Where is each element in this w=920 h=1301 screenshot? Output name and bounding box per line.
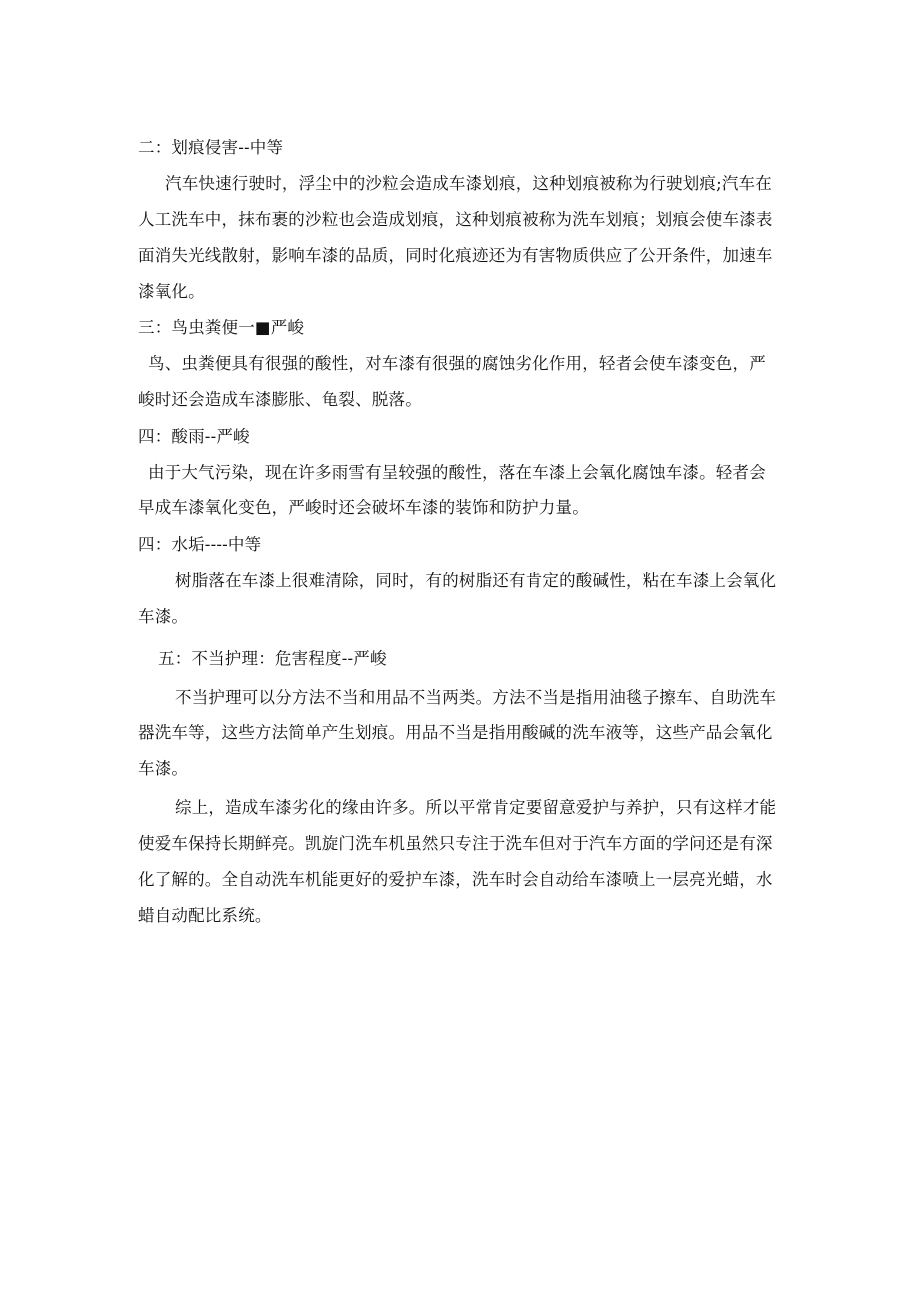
paragraph-line: 蜡自动配比系统。 — [138, 906, 272, 925]
paragraph-line: 峻时还会造成车漆膨胀、龟裂、脱落。 — [138, 390, 422, 409]
section-heading-bird-droppings: 三：鸟虫粪便一■严峻 — [138, 318, 305, 337]
paragraph-line: 早成车漆氧化变色，严峻时还会破坏车漆的装饰和防护力量。 — [138, 498, 589, 517]
section-heading-scratch: 二：划痕侵害--中等 — [138, 138, 284, 157]
paragraph-line: 鸟、虫粪便具有很强的酸性，对车漆有很强的腐蚀劣化作用，轻者会使车漆变色，严 — [148, 354, 766, 373]
section-heading-water-scale: 四：水垢----中等 — [138, 535, 262, 554]
section-heading-improper-care: 五：不当护理：危害程度--严峻 — [158, 649, 387, 668]
paragraph-line: 化了解的。全自动洗车机能更好的爱护车漆，洗车时会自动给车漆喷上一层亮光蜡，水 — [138, 870, 773, 889]
paragraph-line: 使爱车保持长期鲜亮。凯旋门洗车机虽然只专注于洗车但对于汽车方面的学问还是有深 — [138, 834, 773, 853]
paragraph-line: 由于大气污染，现在许多雨雪有呈较强的酸性，落在车漆上会氧化腐蚀车漆。轻者会 — [148, 463, 766, 482]
paragraph-line: 车漆。 — [138, 607, 189, 626]
paragraph-line: 漆氧化。 — [138, 282, 205, 301]
paragraph-line: 综上，造成车漆劣化的缘由许多。所以平常肯定要留意爱护与养护，只有这样才能 — [175, 798, 777, 817]
paragraph-line: 器洗车等，这些方法简单产生划痕。用品不当是指用酸碱的洗车液等，这些产品会氧化 — [138, 723, 773, 742]
paragraph-line: 树脂落在车漆上很难清除，同时，有的树脂还有肯定的酸碱性，粘在车漆上会氧化 — [175, 571, 777, 590]
paragraph-line: 汽车快速行驶时，浮尘中的沙粒会造成车漆划痕，这种划痕被称为行驶划痕;汽车在 — [165, 174, 772, 193]
paragraph-line: 面消失光线散射，影响车漆的品质，同时化痕迹还为有害物质供应了公开条件，加速车 — [138, 246, 773, 265]
paragraph-line: 不当护理可以分方法不当和用品不当两类。方法不当是指用油毯子擦车、自助洗车 — [175, 688, 777, 707]
section-heading-acid-rain: 四：酸雨--严峻 — [138, 427, 250, 446]
paragraph-line: 车漆。 — [138, 759, 189, 778]
paragraph-line: 人工洗车中，抹布裹的沙粒也会造成划痕，这种划痕被称为洗车划痕；划痕会使车漆表 — [138, 210, 773, 229]
